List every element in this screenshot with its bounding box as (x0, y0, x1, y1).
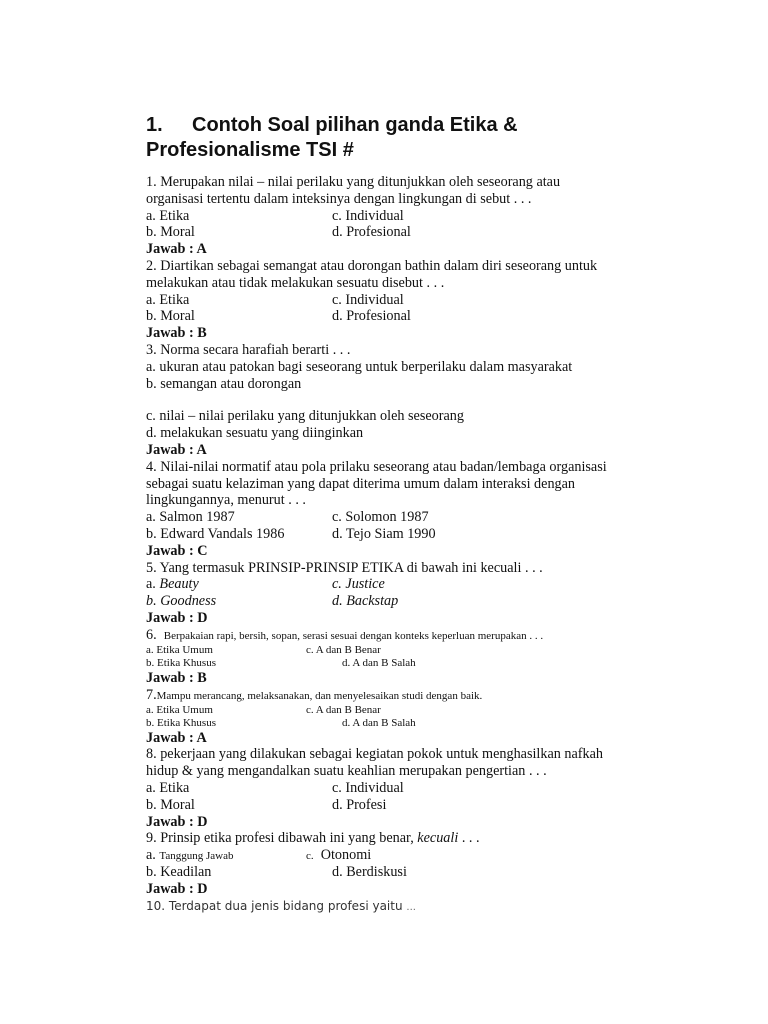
q8-text-2: hidup & yang mengandalkan suatu keahlian merupakan pengertian . . . (146, 763, 547, 780)
q5-option-a: Beauty (159, 576, 199, 593)
q7-options-row-1 (146, 704, 666, 717)
question-list (146, 174, 666, 915)
q8-text-1: 8. pekerjaan yang dilakukan sebagai kegiatan pokok untuk menghasilkan nafkah (146, 746, 604, 763)
q5-options-row-2 (146, 593, 666, 610)
q3-option-a: a. ukuran atau patokan bagi seseorang untuk berperilaku dalam masyarakat (146, 358, 573, 375)
q6-option-d: d. A dan B Salah (342, 656, 416, 669)
q6-number: 6. (146, 626, 157, 643)
q7-answer: Jawab : A (146, 729, 207, 746)
q7-text (146, 687, 666, 704)
q7-option-b: b. Etika Khusus (146, 716, 216, 729)
q6-question: Berpakaian rapi, bersih, sopan, serasi sesuai dengan konteks keperluan merupakan . . . (163, 629, 544, 642)
q3-spacer (146, 392, 666, 408)
heading-line-2: Profesionalisme TSI # (146, 139, 354, 161)
q7-option-a: a. Etika Umum (146, 703, 213, 716)
q8-answer: Jawab : D (146, 813, 208, 830)
q9-option-c: Otonomi (320, 847, 372, 864)
q6-option-a: a. Etika Umum (146, 643, 213, 656)
q1-text-2: organisasi tertentu dalam inteksinya dengan lingkungan di sebut . . . (146, 190, 532, 207)
q2-text-1: 2. Diartikan sebagai semangat atau dorongan bathin dalam diri seseorang untuk (146, 257, 598, 274)
q5-option-d: d. Backstap (332, 593, 399, 610)
q6-option-b: b. Etika Khusus (146, 656, 216, 669)
q10-question: 10. Terdapat dua jenis bidang profesi yaitu (146, 898, 403, 913)
q7-number: 7. (146, 686, 157, 703)
q2-text-2: melakukan atau tidak melakukan sesuatu disebut . . . (146, 274, 445, 291)
q2-options-row-1 (146, 292, 666, 309)
q2-answer: Jawab : B (146, 325, 207, 342)
q5-answer: Jawab : D (146, 609, 208, 626)
q3-text-1: 3. Norma secara harafiah berarti . . . (146, 341, 351, 358)
q8-options-row-2 (146, 797, 666, 814)
q9-question-emphasis: kecuali (417, 830, 459, 847)
heading-line-1: Contoh Soal pilihan ganda Etika & (192, 114, 518, 136)
q7-question: Mampu merancang, melaksanakan, dan menyelesaikan studi dengan baik. (156, 689, 483, 702)
q4-option-a: a. Salmon 1987 (146, 509, 235, 526)
q5-text-1: 5. Yang termasuk PRINSIP-PRINSIP ETIKA di bawah ini kecuali . . . (146, 559, 543, 576)
q1-option-a: a. Etika (146, 207, 190, 224)
q4-option-d: d. Tejo Siam 1990 (332, 525, 436, 542)
q1-answer: Jawab : A (146, 241, 207, 258)
q4-option-c: c. Solomon 1987 (332, 509, 429, 526)
q5-option-c: c. Justice (332, 576, 385, 593)
q8-option-c: c. Individual (332, 779, 404, 796)
q9-text (146, 830, 666, 847)
q4-answer: Jawab : C (146, 542, 208, 559)
q2-option-c: c. Individual (332, 291, 404, 308)
q9-option-c-prefix: c. (306, 850, 314, 863)
q9-option-a-prefix: a. (146, 847, 156, 864)
q5-option-b: b. Goodness (146, 593, 217, 610)
q4-text-1: 4. Nilai-nilai normatif atau pola prilaku seseorang atau badan/lembaga organisasi (146, 458, 607, 475)
q9-question-pre: 9. Prinsip etika profesi dibawah ini yang benar, (146, 830, 418, 847)
q6-options-row-2 (146, 657, 666, 670)
q2-options-row-2 (146, 308, 666, 325)
q6-answer: Jawab : B (146, 669, 207, 686)
q4-text-2: sebagai suatu kelaziman yang dapat diterima umum dalam interaksi dengan (146, 475, 576, 492)
q9-option-a: Tanggung Jawab (159, 850, 234, 863)
q4-option-b: b. Edward Vandals 1986 (146, 525, 285, 542)
q1-option-d: d. Profesional (332, 224, 411, 241)
q9-options-row-2 (146, 864, 666, 881)
q2-option-a: a. Etika (146, 291, 190, 308)
q4-text-3: lingkungannya, menurut . . . (146, 492, 306, 509)
q6-text (146, 627, 666, 644)
q7-option-d: d. A dan B Salah (342, 716, 416, 729)
q10-text (146, 898, 666, 915)
q5-option-a-prefix: a. (146, 576, 160, 593)
q3-option-d: d. melakukan sesuatu yang diinginkan (146, 425, 364, 442)
q1-option-b: b. Moral (146, 224, 195, 241)
q2-option-d: d. Profesional (332, 308, 411, 325)
q8-option-b: b. Moral (146, 796, 195, 813)
q3-option-c: c. nilai – nilai perilaku yang ditunjukkan oleh seseorang (146, 408, 464, 425)
q10-dots: ... (406, 901, 416, 913)
q9-options-row-1 (146, 847, 666, 864)
q9-option-b: b. Keadilan (146, 864, 212, 881)
q4-options-row-1 (146, 509, 666, 526)
q5-options-row-1 (146, 576, 666, 593)
q9-option-d: d. Berdiskusi (332, 864, 407, 881)
q3-option-b: b. semangan atau dorongan (146, 375, 302, 392)
q9-question-post: . . . (458, 830, 480, 847)
q8-option-d: d. Profesi (332, 796, 387, 813)
q7-options-row-2 (146, 717, 666, 730)
q1-text-1: 1. Merupakan nilai – nilai perilaku yang ditunjukkan oleh seseorang atau (146, 174, 561, 190)
q8-option-a: a. Etika (146, 779, 190, 796)
q7-option-c: c. A dan B Benar (306, 703, 381, 716)
q8-options-row-1 (146, 780, 666, 797)
q1-options-row-1 (146, 208, 666, 225)
q6-option-c: c. A dan B Benar (306, 643, 381, 656)
q4-options-row-2 (146, 526, 666, 543)
q6-options-row-1 (146, 644, 666, 657)
q1-options-row-2 (146, 224, 666, 241)
q9-answer: Jawab : D (146, 880, 208, 897)
document-heading (146, 113, 646, 163)
q3-answer: Jawab : A (146, 441, 207, 458)
heading-number: 1. (146, 114, 163, 136)
q1-option-c: c. Individual (332, 207, 404, 224)
q2-option-b: b. Moral (146, 308, 195, 325)
